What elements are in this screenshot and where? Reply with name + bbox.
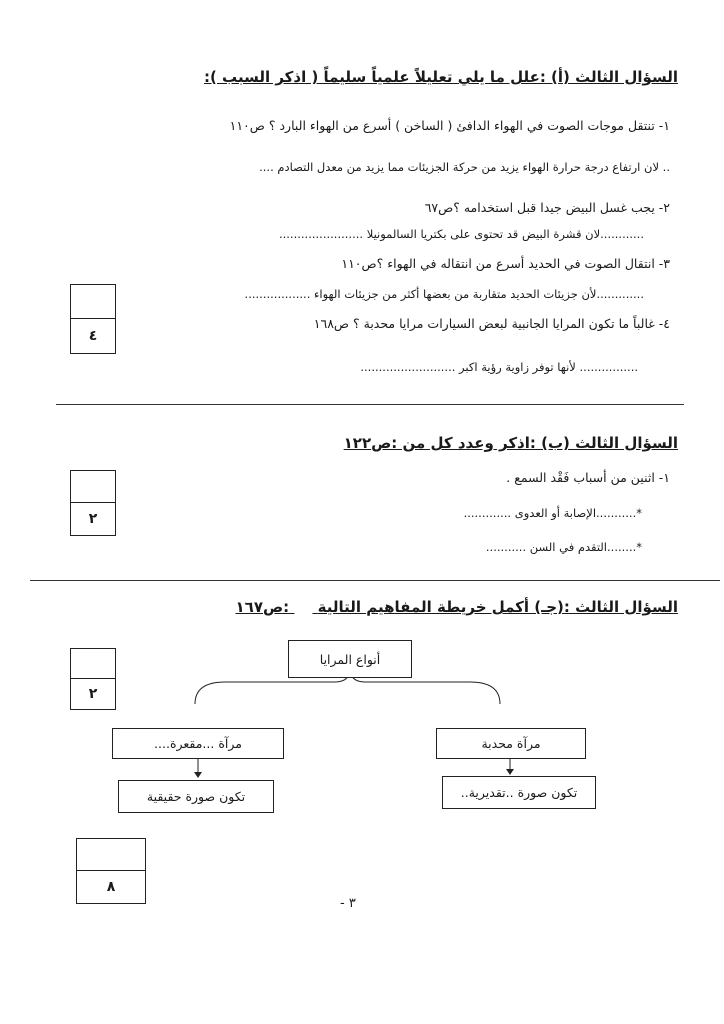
section-a-answer-3: .............لأن جزيئات الحديد متقاربة من بعضها أكثر من جزيئات الهواء .................. (244, 287, 644, 301)
concept-root-box (288, 640, 412, 678)
section-a-heading: السؤال الثالث (أ) :علل ما يلي تعليلاً علمياً سليماً ( اذكر السبب ): (203, 68, 678, 86)
page-number: - ٣ (340, 896, 356, 911)
section-b-score: ٢ (88, 511, 98, 527)
section-c-page-ref: :ص١٦٧ (235, 598, 290, 616)
score-blank-cell (77, 839, 145, 871)
real-image-label: تكون صورة حقيقية (146, 789, 246, 804)
section-a-question-2: ٢- يجب غسل البيض جيدا قبل استخدامه ؟ص٦٧ (424, 200, 670, 215)
section-a-answer-1: .. لان ارتفاع درجة حرارة الهواء يزيد من حركة الجزيئات مما يزيد من معدل التصادم .... (259, 160, 670, 174)
section-a-question-4: ٤- غالباً ما تكون المرايا الجانبية لبعض السيارات مرايا محدبة ؟ ص١٦٨ (313, 316, 670, 331)
section-b-answer-1: *...........الإصابة أو العدوى ............. (463, 506, 642, 520)
total-score-box (76, 838, 146, 904)
section-c-heading-text: السؤال الثالث :(جـ) أكمل خريطة المفاهيم التالية (317, 598, 678, 616)
right-arrow-head (506, 769, 514, 775)
left-arrow-head (194, 772, 202, 778)
concave-mirror-label: مرآة ...مقعرة.... (154, 736, 242, 751)
section-b-answer-2: *........التقدم في السن ........... (485, 540, 642, 554)
concept-root-label: أنواع المرايا (319, 651, 381, 667)
virtual-image-box (442, 776, 596, 809)
section-b-heading: السؤال الثالث (ب) :اذكر وعدد كل من :ص١٢٢ (343, 434, 678, 452)
convex-mirror-box (436, 728, 586, 759)
section-a-answer-2: ............لان قشرة البيض قد تحتوى على بكتريا السالمونيلا ....................... (278, 227, 644, 241)
concave-mirror-box (112, 728, 284, 759)
virtual-image-label: تكون صورة ..تقديرية.. (460, 785, 578, 800)
section-b-question-1: ١- اثنين من أسباب فَقْد السمع . (506, 470, 670, 485)
section-a-score: ٤ (88, 328, 98, 344)
section-a-question-3: ٣- انتقال الصوت في الحديد أسرع من انتقاله في الهواء ؟ص١١٠ (341, 256, 670, 271)
convex-mirror-label: مرآة محدبة (481, 736, 541, 751)
section-a-answer-4: ................ لأنها توفر زاوية رؤية اكبر .......................... (360, 360, 638, 374)
section-a-question-1: ١- تنتقل موجات الصوت في الهواء الدافئ ( الساخن ) أسرع من الهواء البارد ؟ ص١١٠ (229, 118, 670, 133)
real-image-box (118, 780, 274, 813)
total-score: ٨ (106, 879, 116, 895)
section-c-score: ٢ (88, 686, 98, 702)
